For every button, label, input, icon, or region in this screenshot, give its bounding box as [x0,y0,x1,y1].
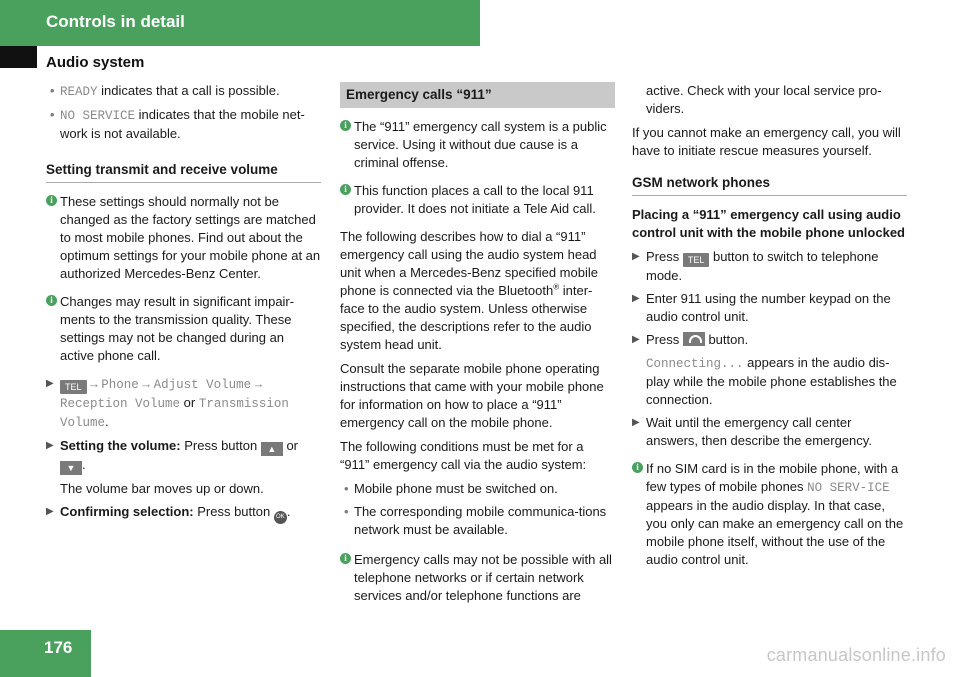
info-icon: i [340,120,351,131]
list-item: • The corresponding mobile communica-tions network must be available. [344,504,607,537]
subheading-911-unlocked: Placing a “911” emergency call using audio control unit with the mobile phone unlocked [632,207,905,240]
heading-gsm: GSM network phones [632,174,907,196]
bullet-icon: • [344,481,349,496]
tel-key-icon: TEL [60,380,87,394]
step-set-volume: ▶ Setting the volume: Press button ▲ or ▼ . [46,438,299,473]
watermark: carmanualsonline.info [766,645,946,665]
arrow-up-icon: ▲ [261,442,283,456]
info-note: i If no SIM card is in the mobile phone, with a few types of mobile phones NO SERV-ICE appears in the audio display. In that case, you only can make an emergency call on the mobile phone itself, without the use of the audio control unit. [632,460,907,569]
column-1 [46,82,321,529]
paragraph: The following describes how to dial a “911” emergency call using the audio system head unit when a Mercedes-Benz specified mobile phone is connected via the Bluetooth® inter-face to the audio system. Unless otherwise specified, the descriptions refer to the audio system head unit. [340,229,598,352]
info-icon: i [340,553,351,564]
section-title: Audio system [46,54,145,71]
step-press-tel: ▶ Press TEL button to switch to telephone mode. [632,249,879,283]
step-enter-911: ▶ Enter 911 using the number keypad on the audio control unit. [632,291,891,324]
paragraph: Consult the separate mobile phone operating instructions that came with your mobile phone for information on how to place a “911” emergency call on the mobile phone. [340,361,604,430]
step-note: The volume bar moves up or down. [60,481,264,496]
page-number: 176 [44,638,73,657]
step-press-call: ▶ Press button. [632,332,749,347]
triangle-right-icon: ▶ [46,506,54,517]
info-note: i These settings should normally not be changed as the factory settings are matched to most mobile phones. Find out about the optimum settings for your mobile phone at an authorized Mercedes-Benz Center. [46,193,321,283]
section-tab [0,46,37,68]
info-note: i Changes may result in significant impair-ments to the transmission quality. These settings may not be changed during an active phone call. [46,293,321,365]
info-icon: i [632,462,643,473]
triangle-right-icon: ▶ [632,251,640,262]
phone-handset-icon [683,332,705,346]
emergency-heading: Emergency calls “911” [340,82,615,108]
step-confirm: ▶ Confirming selection: Press button OK . [46,503,321,524]
connecting-note: Connecting... appears in the audio dis-play while the mobile phone establishes the connection. [646,355,897,407]
menu-path: ▶ TEL → Phone → Adjust Volume → Reception Volume or Transmission Volume. [46,375,321,432]
info-icon: i [340,184,351,195]
bullet-icon: • [344,504,349,519]
column-2 [340,82,615,615]
chapter-title: Controls in detail [46,12,185,31]
ok-button-icon: OK [274,511,287,524]
list-item: • READY indicates that a call is possible. [50,83,280,99]
paragraph: If you cannot make an emergency call, you will have to initiate rescue measures yourself. [632,125,901,158]
list-item: • NO SERVICE indicates that the mobile net-work is not available. [50,107,305,141]
paragraph: The following conditions must be met for a “911” emergency call via the audio system: [340,439,587,472]
info-icon: i [46,195,57,206]
triangle-right-icon: ▶ [632,417,640,428]
triangle-right-icon: ▶ [632,293,640,304]
triangle-right-icon: ▶ [46,378,54,389]
info-icon: i [46,295,57,306]
bullet-icon: • [50,83,55,98]
list-item: • Mobile phone must be switched on. [344,481,558,496]
paragraph-continued: active. Check with your local service pro-viders. [646,83,882,116]
bullet-icon: • [50,107,55,122]
heading-transmit-volume: Setting transmit and receive volume [46,161,321,183]
info-note: i Emergency calls may not be possible with all telephone networks or if certain network services and/or telephone functions are [340,551,615,605]
tel-key-icon: TEL [683,253,710,267]
column-3 [632,82,907,579]
step-wait: ▶ Wait until the emergency call center answers, then describe the emergency. [632,415,872,448]
info-note: i This function places a call to the local 911 provider. It does not initiate a Tele Aid call. [340,182,615,218]
triangle-right-icon: ▶ [632,334,640,345]
triangle-right-icon: ▶ [46,440,54,451]
arrow-down-icon: ▼ [60,461,82,475]
info-note: i The “911” emergency call system is a public service. Using it without due cause is a criminal offense. [340,118,615,172]
